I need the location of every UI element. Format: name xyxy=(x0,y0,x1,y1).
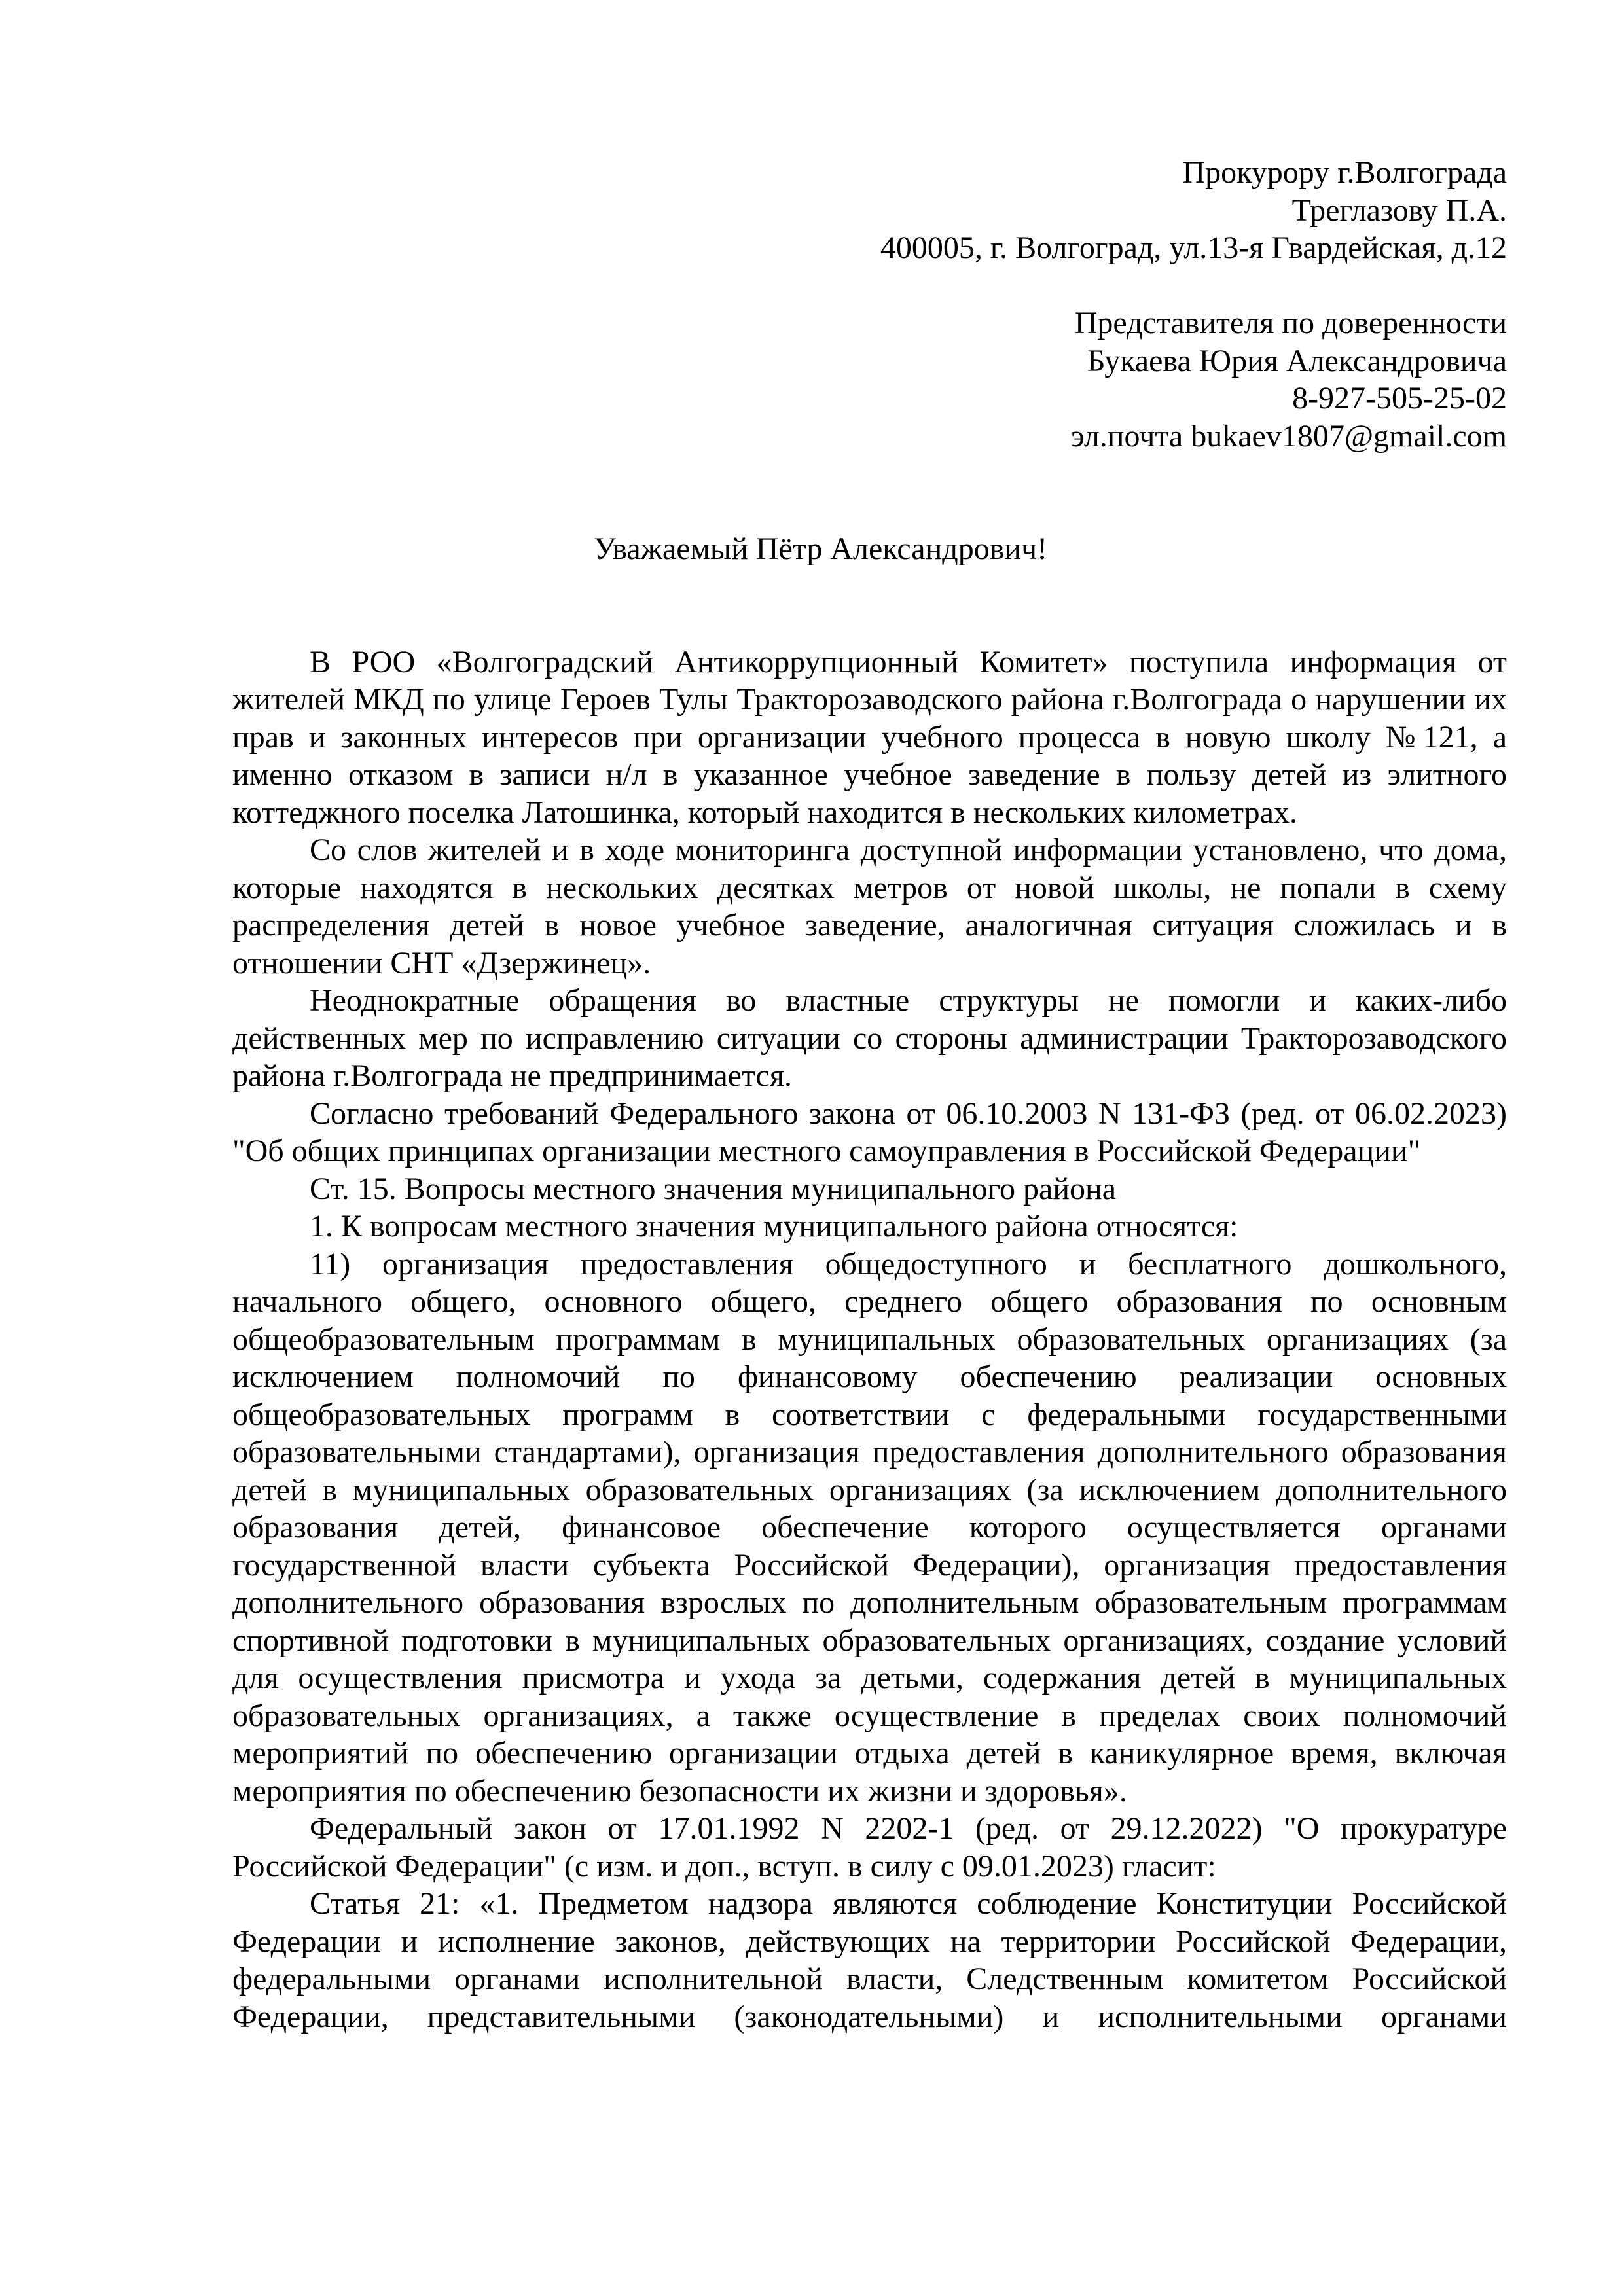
body-paragraph: Статья 21: «1. Предметом надзора являются соблюдение Конституции Российской Федерации и исполнение законов, действующих на территории Российской Федерации, федеральными органами исполнительной власти, Следственным комитетом Российской Федерации, представительными (законодательными) и исполнительными органами xyxy=(232,1886,1507,2034)
spacer xyxy=(232,267,1507,305)
body-paragraph: Ст. 15. Вопросы местного значения муниципального района xyxy=(310,1171,1117,1206)
body-paragraph: 11) организация предоставления общедоступного и бесплатного дошкольного, начального общего, основного общего, среднего общего образования по основным общеобразовательным программам в муниципальных образовательных организациях (за исключением полномочий по финансовому обеспечению реализации основных общеобразовательных программ в соответствии с федеральными государственными образовательными стандартами), организация предоставления дополнительного образования детей в муниципальных образовательных организациях (за исключением дополнительного образования детей, финансовое обеспечение которого осуществляется органами государственной власти субъекта Российской Федерации), организация предоставления дополнительного образования взрослых по дополнительным образовательным программам спортивной подготовки в муниципальных образовательных организациях, создание условий для осуществления присмотра и ухода за детьми, содержания детей в муниципальных образовательных организациях, а также осуществление в пределах своих полномочий мероприятий по обеспечению организации отдыха детей в каникулярное время, включая мероприятия по обеспечению безопасности их жизни и здоровья». xyxy=(232,1246,1507,1808)
body-paragraph: Неоднократные обращения во властные структуры не помогли и каких-либо действенных мер по исправлению ситуации со стороны администрации Тракторозаводского района г.Волгограда не предпринимается. xyxy=(232,983,1507,1093)
letter-body xyxy=(232,643,1507,2036)
addressee-block xyxy=(232,154,1507,267)
spacer xyxy=(232,493,1507,531)
sender-email: эл.почта bukaev1807@gmail.com xyxy=(1071,418,1507,454)
addressee-name: Треглазову П.А. xyxy=(1291,192,1507,228)
body-paragraph: Согласно требований Федерального закона от 06.10.2003 N 131-ФЗ (ред. от 06.02.2023) "Об общих принципах организации местного самоуправления в Российской Федерации" xyxy=(232,1096,1507,1168)
sender-name: Букаева Юрия Александровича xyxy=(1087,343,1507,378)
addressee-title: Прокурору г.Волгограда xyxy=(1182,155,1507,190)
sender-phone: 8-927-505-25-02 xyxy=(1292,381,1507,416)
spacer xyxy=(232,605,1507,643)
sender-role: Представителя по доверенности xyxy=(1074,306,1507,340)
spacer xyxy=(232,455,1507,493)
body-paragraph: 1. К вопросам местного значения муниципального района относятся: xyxy=(310,1209,1238,1244)
document-page xyxy=(232,154,1507,2036)
greeting: Уважаемый Пётр Александрович! xyxy=(593,531,1048,566)
addressee-address: 400005, г. Волгоград, ул.13-я Гвардейская, д.12 xyxy=(880,230,1507,265)
body-paragraph: В РОО «Волгоградский Антикоррупционный Комитет» поступила информация от жителей МКД по улице Героев Тулы Тракторозаводского района г.Волгограда о нарушении их прав и законных интересов при организации учебного процесса в новую школу №121, а именно отказом в записи н/л в указанное учебное заведение в пользу детей из элитного коттеджного поселка Латошинка, который находится в нескольких километрах. xyxy=(232,644,1507,830)
body-paragraph: Федеральный закон от 17.01.1992 N 2202-1 (ред. от 29.12.2022) "О прокуратуре Российской Федерации" (с изм. и доп., вступ. в силу с 09.01.2023) гласит: xyxy=(232,1811,1507,1884)
spacer xyxy=(232,568,1507,606)
sender-block xyxy=(232,304,1507,455)
body-paragraph: Со слов жителей и в ходе мониторинга доступной информации установлено, что дома, которые находятся в нескольких десятках метров от новой школы, не попали в схему распределения детей в новое учебное заведение, аналогичная ситуация сложилась и в отношении СНТ «Дзержинец». xyxy=(232,833,1507,980)
